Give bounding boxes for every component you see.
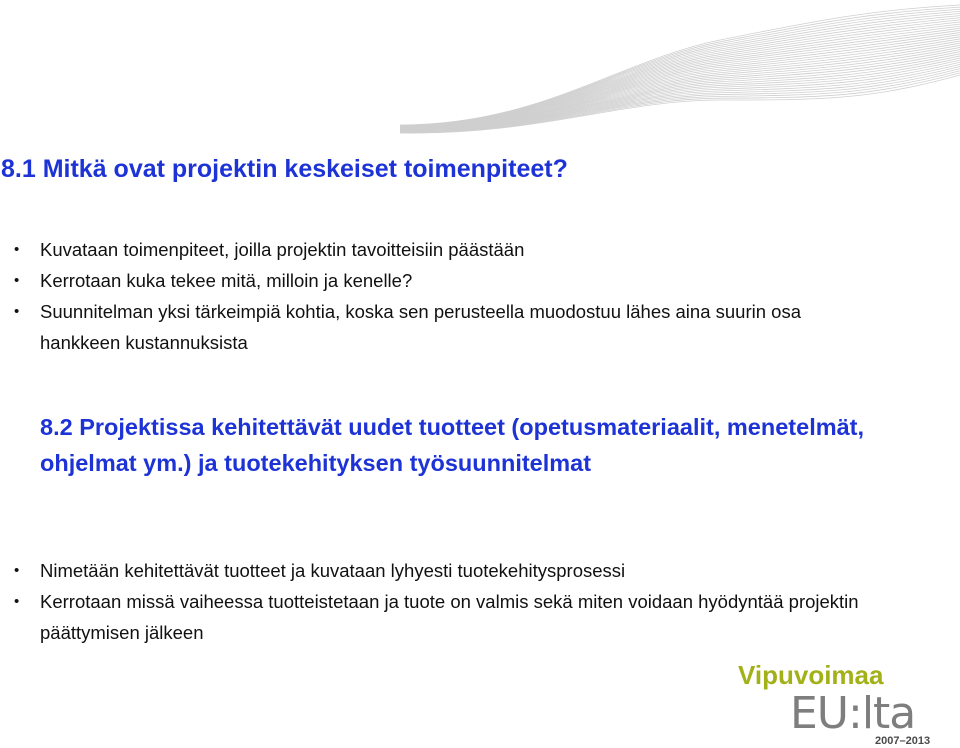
list-item: • Kerrotaan kuka tekee mitä, milloin ja kenelle? — [0, 265, 880, 296]
bullet-icon: • — [14, 241, 20, 258]
wave-line — [400, 28, 960, 127]
list-item: • Suunnitelman yksi tärkeimpiä kohtia, koska sen perusteella muodostuu lähes aina suurin osa hankkeen kustannuksista — [0, 296, 880, 358]
wave-line — [400, 13, 960, 125]
wave-line — [400, 22, 960, 127]
list-item: • Kuvataan toimenpiteet, joilla projektin tavoitteisiin päästään — [0, 234, 880, 265]
list-item: • Nimetään kehitettävät tuotteet ja kuvataan lyhyesti tuotekehitysprosessi — [0, 555, 880, 586]
section-subtitle: 8.2 Projektissa kehitettävät uudet tuotteet (opetusmateriaalit, menetelmät, ohjelmat ym.) ja tuotekehityksen työsuunnitelmat — [40, 414, 865, 476]
logo-main-text: EU:lta — [790, 688, 916, 739]
wave-line — [400, 41, 960, 129]
logo-years-text: 2007–2013 — [875, 735, 931, 747]
bullet-icon: • — [14, 593, 20, 610]
wave-line — [400, 39, 960, 129]
bullet-list-products — [0, 555, 880, 648]
wave-line — [400, 30, 960, 127]
decorative-wave-lines — [400, 0, 960, 150]
bullet-icon: • — [14, 272, 20, 289]
list-item: • Kerrotaan missä vaiheessa tuotteistetaan ja tuote on valmis sekä miten voidaan hyödyntää projektin päättymisen jälkeen — [0, 586, 880, 648]
eu-logo — [720, 660, 950, 747]
bullet-list-actions — [0, 234, 880, 358]
bullet-icon: • — [14, 562, 20, 579]
bullet-icon: • — [14, 303, 20, 320]
section-title: 8.1 Mitkä ovat projektin keskeiset toimenpiteet? — [1, 155, 568, 183]
wave-line — [400, 5, 960, 125]
logo-top-text: Vipuvoimaa — [738, 660, 884, 690]
